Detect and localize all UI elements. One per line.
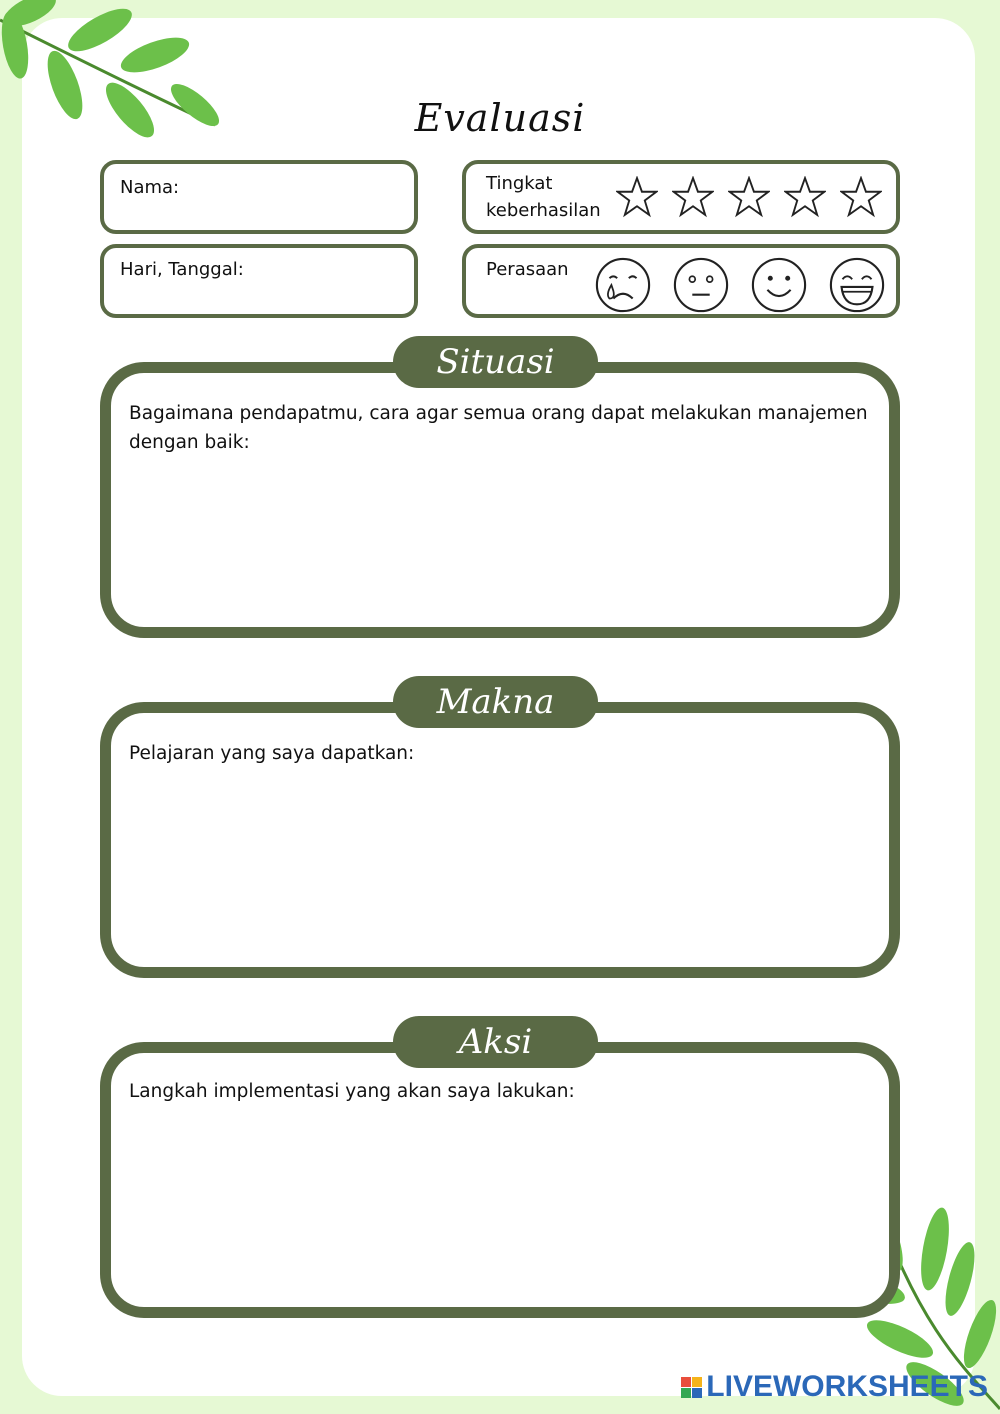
tingkat-label-line1: Tingkat [486,173,553,194]
page-title: Evaluasi [414,96,586,140]
star-3-icon[interactable] [728,176,770,218]
perasaan-field [462,244,900,318]
tingkat-keberhasilan-field [462,160,900,234]
star-5-icon[interactable] [840,176,882,218]
brand-text: LIVEWORKSHEETS [706,1370,988,1403]
situasi-heading: Situasi [393,336,598,388]
aksi-answer-box[interactable] [100,1042,900,1318]
aksi-heading: Aksi [393,1016,598,1068]
perasaan-label: Perasaan [486,259,569,280]
tingkat-label [486,170,601,224]
nama-label: Nama: [120,177,180,198]
laughing-face-icon[interactable] [828,256,886,314]
hari-tanggal-field[interactable] [100,244,418,318]
makna-answer-box[interactable] [100,702,900,978]
star-2-icon[interactable] [672,176,714,218]
star-1-icon[interactable] [616,176,658,218]
crying-face-icon[interactable] [594,256,652,314]
star-4-icon[interactable] [784,176,826,218]
aksi-prompt: Langkah implementasi yang akan saya lakukan: [129,1081,575,1102]
situasi-prompt: Bagaimana pendapatmu, cara agar semua orang dapat melakukan manajemen dengan baik: [129,403,868,453]
feeling-options [594,256,886,314]
liveworksheets-logo-icon [681,1377,702,1398]
hari-tanggal-label: Hari, Tanggal: [120,259,244,280]
makna-heading: Makna [393,676,598,728]
smile-face-icon[interactable] [750,256,808,314]
tingkat-label-line2: keberhasilan [486,200,601,221]
star-rating [616,176,882,218]
makna-prompt: Pelajaran yang saya dapatkan: [129,743,415,764]
situasi-answer-box[interactable] [100,362,900,638]
liveworksheets-brand [681,1370,988,1404]
neutral-face-icon[interactable] [672,256,730,314]
nama-field[interactable] [100,160,418,234]
